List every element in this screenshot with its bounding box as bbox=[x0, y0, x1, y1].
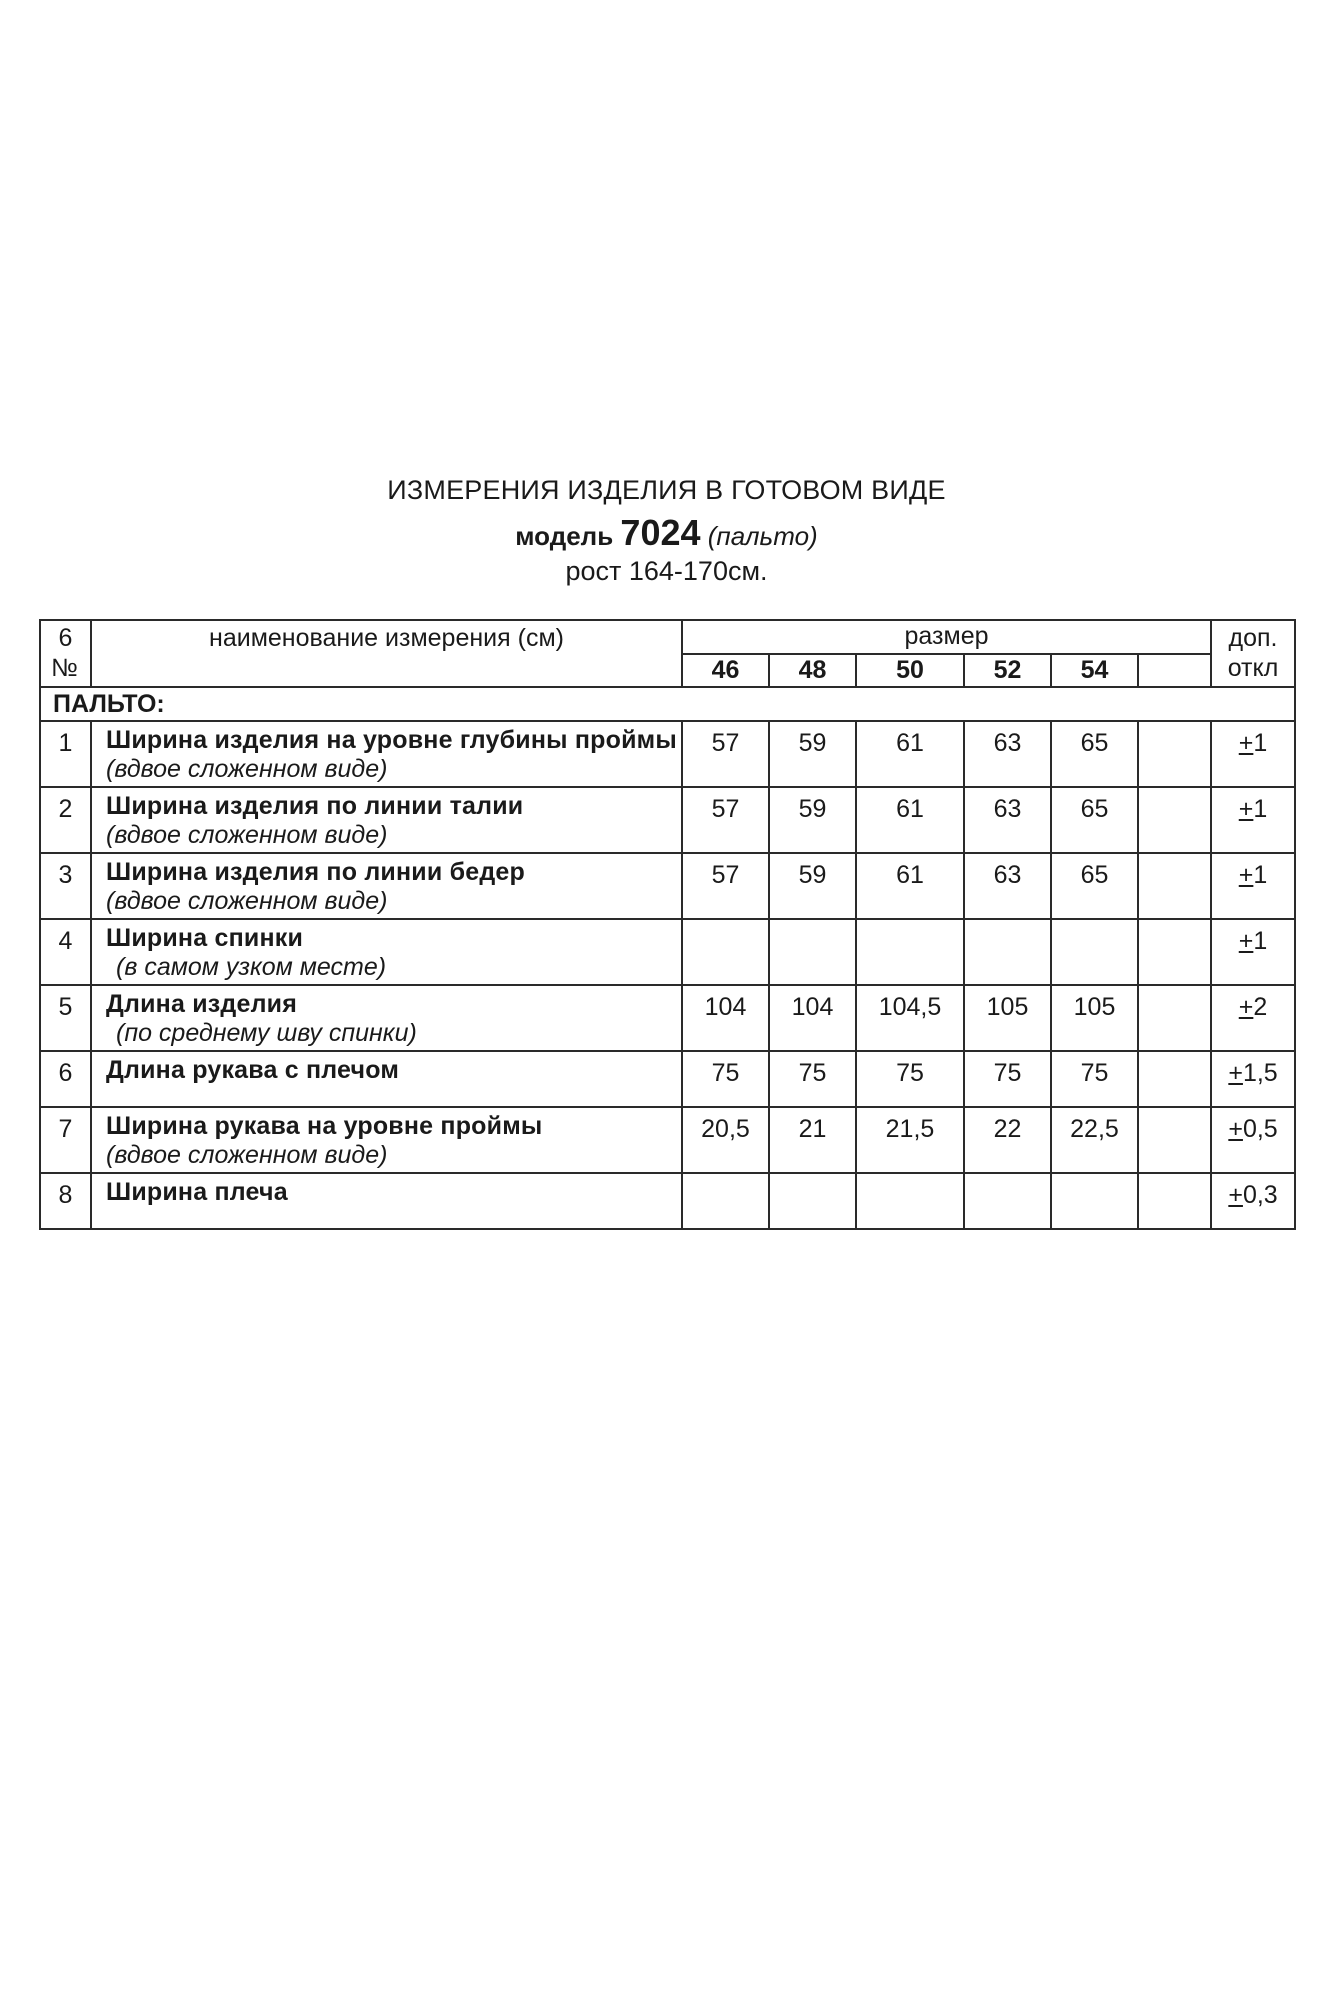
measurement-table bbox=[39, 619, 1296, 1230]
empty-cell bbox=[1138, 1173, 1211, 1229]
measurement-value: 61 bbox=[856, 721, 964, 787]
row-number: 1 bbox=[40, 721, 91, 787]
row-number: 8 bbox=[40, 1173, 91, 1229]
measurement-name-cell bbox=[91, 853, 682, 919]
measurement-value: 22,5 bbox=[1051, 1107, 1138, 1173]
empty-cell bbox=[1138, 787, 1211, 853]
plus-minus-sign: + bbox=[1238, 729, 1254, 757]
measurement-value: 63 bbox=[964, 853, 1051, 919]
tolerance-value: 1 bbox=[1253, 729, 1268, 757]
empty-cell bbox=[1138, 985, 1211, 1051]
tolerance-cell bbox=[1211, 919, 1295, 985]
table-row bbox=[40, 1107, 1295, 1173]
tolerance-value: 1,5 bbox=[1242, 1059, 1278, 1087]
table-row bbox=[40, 1173, 1295, 1229]
measurement-value: 65 bbox=[1051, 721, 1138, 787]
section-label: ПАЛЬТО: bbox=[40, 687, 1295, 721]
tolerance-header bbox=[1211, 620, 1295, 687]
tolerance-cell bbox=[1211, 853, 1295, 919]
measurement-name-cell bbox=[91, 1173, 682, 1229]
size-value: 52 bbox=[964, 654, 1051, 688]
model-label: модель bbox=[515, 521, 614, 551]
measurement-name-cell bbox=[91, 721, 682, 787]
measurement-value: 105 bbox=[964, 985, 1051, 1051]
measurement-value bbox=[856, 919, 964, 985]
measurement-name: Ширина спинки bbox=[106, 924, 304, 952]
measurement-name: Длина рукава с плечом bbox=[106, 1056, 400, 1084]
row-number: 3 bbox=[40, 853, 91, 919]
measurement-name-cell bbox=[91, 787, 682, 853]
measurement-value: 61 bbox=[856, 787, 964, 853]
measurement-value bbox=[769, 919, 856, 985]
table-row bbox=[40, 853, 1295, 919]
measurement-value: 75 bbox=[1051, 1051, 1138, 1107]
size-header: размер bbox=[682, 620, 1211, 654]
tolerance-cell bbox=[1211, 985, 1295, 1051]
plus-minus-sign: + bbox=[1228, 1059, 1243, 1087]
tolerance-value: 2 bbox=[1253, 993, 1268, 1021]
tolerance-cell bbox=[1211, 721, 1295, 787]
tolerance-header-bottom: откл bbox=[1227, 654, 1279, 682]
measurement-note: (вдвое сложенном виде) bbox=[106, 821, 388, 849]
measurement-name-cell bbox=[91, 1051, 682, 1107]
measurement-value: 57 bbox=[682, 853, 769, 919]
measurement-value: 75 bbox=[769, 1051, 856, 1107]
plus-minus-sign: + bbox=[1238, 927, 1254, 955]
tolerance-cell bbox=[1211, 1173, 1295, 1229]
tolerance-cell bbox=[1211, 1051, 1295, 1107]
measurement-value: 61 bbox=[856, 853, 964, 919]
measurement-name: Ширина изделия по линии талии bbox=[106, 792, 524, 820]
table-row bbox=[40, 919, 1295, 985]
measurement-value: 65 bbox=[1051, 853, 1138, 919]
table-row bbox=[40, 1051, 1295, 1107]
empty-cell bbox=[1138, 1051, 1211, 1107]
tolerance-value: 1 bbox=[1253, 861, 1268, 889]
plus-minus-sign: + bbox=[1238, 795, 1254, 823]
measurement-name: Ширина изделия по линии бедер bbox=[106, 858, 525, 886]
number-header-top: 6 bbox=[58, 624, 73, 652]
measurement-name: Ширина плеча bbox=[106, 1178, 288, 1206]
measurement-value: 63 bbox=[964, 787, 1051, 853]
measurement-name: Длина изделия bbox=[106, 990, 298, 1018]
row-number: 4 bbox=[40, 919, 91, 985]
measurement-value bbox=[964, 1173, 1051, 1229]
measurement-note: (вдвое сложенном виде) bbox=[106, 887, 388, 915]
height-range: рост 164-170см. bbox=[565, 556, 768, 586]
size-empty-column bbox=[1138, 654, 1211, 688]
row-number: 5 bbox=[40, 985, 91, 1051]
row-number: 6 bbox=[40, 1051, 91, 1107]
plus-minus-sign: + bbox=[1228, 1181, 1243, 1209]
empty-cell bbox=[1138, 721, 1211, 787]
size-value: 46 bbox=[682, 654, 769, 688]
tolerance-value: 0,5 bbox=[1242, 1115, 1278, 1143]
tolerance-value: 1 bbox=[1253, 795, 1268, 823]
measurement-value: 75 bbox=[964, 1051, 1051, 1107]
measurement-note: (в самом узком месте) bbox=[116, 953, 387, 981]
number-header-bottom: № bbox=[51, 654, 78, 682]
tolerance-value: 0,3 bbox=[1242, 1181, 1278, 1209]
measurement-value: 104 bbox=[769, 985, 856, 1051]
measurement-value bbox=[1051, 1173, 1138, 1229]
measurement-value: 21,5 bbox=[856, 1107, 964, 1173]
measurement-value: 20,5 bbox=[682, 1107, 769, 1173]
size-value: 48 bbox=[769, 654, 856, 688]
model-line bbox=[0, 512, 1333, 554]
measurement-name-cell bbox=[91, 985, 682, 1051]
tolerance-cell bbox=[1211, 787, 1295, 853]
table-row bbox=[40, 787, 1295, 853]
empty-cell bbox=[1138, 853, 1211, 919]
size-value: 50 bbox=[856, 654, 964, 688]
number-header bbox=[40, 620, 91, 687]
row-number: 2 bbox=[40, 787, 91, 853]
measurement-value: 59 bbox=[769, 721, 856, 787]
measurement-name-cell bbox=[91, 919, 682, 985]
section-row bbox=[40, 687, 1295, 721]
measurement-name-cell bbox=[91, 1107, 682, 1173]
measurement-value bbox=[682, 1173, 769, 1229]
size-value: 54 bbox=[1051, 654, 1138, 688]
table-row bbox=[40, 721, 1295, 787]
table-header-row bbox=[40, 620, 1295, 654]
measurement-note: (вдвое сложенном виде) bbox=[106, 1141, 388, 1169]
measurement-value: 104,5 bbox=[856, 985, 964, 1051]
measurement-value: 57 bbox=[682, 787, 769, 853]
measurement-value: 22 bbox=[964, 1107, 1051, 1173]
model-type: (пальто) bbox=[707, 521, 818, 551]
plus-minus-sign: + bbox=[1238, 861, 1254, 889]
table-row bbox=[40, 985, 1295, 1051]
plus-minus-sign: + bbox=[1228, 1115, 1243, 1143]
measurement-value bbox=[1051, 919, 1138, 985]
measurement-value bbox=[682, 919, 769, 985]
measurement-value: 104 bbox=[682, 985, 769, 1051]
document-title: ИЗМЕРЕНИЯ ИЗДЕЛИЯ В ГОТОВОМ ВИДЕ bbox=[387, 475, 946, 505]
measurement-note: (по среднему шву спинки) bbox=[116, 1019, 417, 1047]
empty-cell bbox=[1138, 1107, 1211, 1173]
measurement-value: 75 bbox=[856, 1051, 964, 1107]
measurement-name: Ширина изделия на уровне глубины проймы bbox=[106, 726, 677, 754]
measurement-value: 21 bbox=[769, 1107, 856, 1173]
measurement-name: Ширина рукава на уровне проймы bbox=[106, 1112, 543, 1140]
tolerance-cell bbox=[1211, 1107, 1295, 1173]
empty-cell bbox=[1138, 919, 1211, 985]
measurement-value: 63 bbox=[964, 721, 1051, 787]
measurement-value: 57 bbox=[682, 721, 769, 787]
tolerance-value: 1 bbox=[1253, 927, 1268, 955]
measurement-value bbox=[964, 919, 1051, 985]
measurement-value: 65 bbox=[1051, 787, 1138, 853]
plus-minus-sign: + bbox=[1238, 993, 1254, 1021]
tolerance-header-top: доп. bbox=[1228, 624, 1278, 652]
measurement-value bbox=[856, 1173, 964, 1229]
measurement-value bbox=[769, 1173, 856, 1229]
measurement-value: 59 bbox=[769, 853, 856, 919]
model-number: 7024 bbox=[620, 512, 701, 553]
row-number: 7 bbox=[40, 1107, 91, 1173]
measurement-note: (вдвое сложенном виде) bbox=[106, 755, 388, 783]
name-header: наименование измерения (см) bbox=[91, 620, 682, 687]
measurement-value: 105 bbox=[1051, 985, 1138, 1051]
measurement-value: 75 bbox=[682, 1051, 769, 1107]
measurement-value: 59 bbox=[769, 787, 856, 853]
